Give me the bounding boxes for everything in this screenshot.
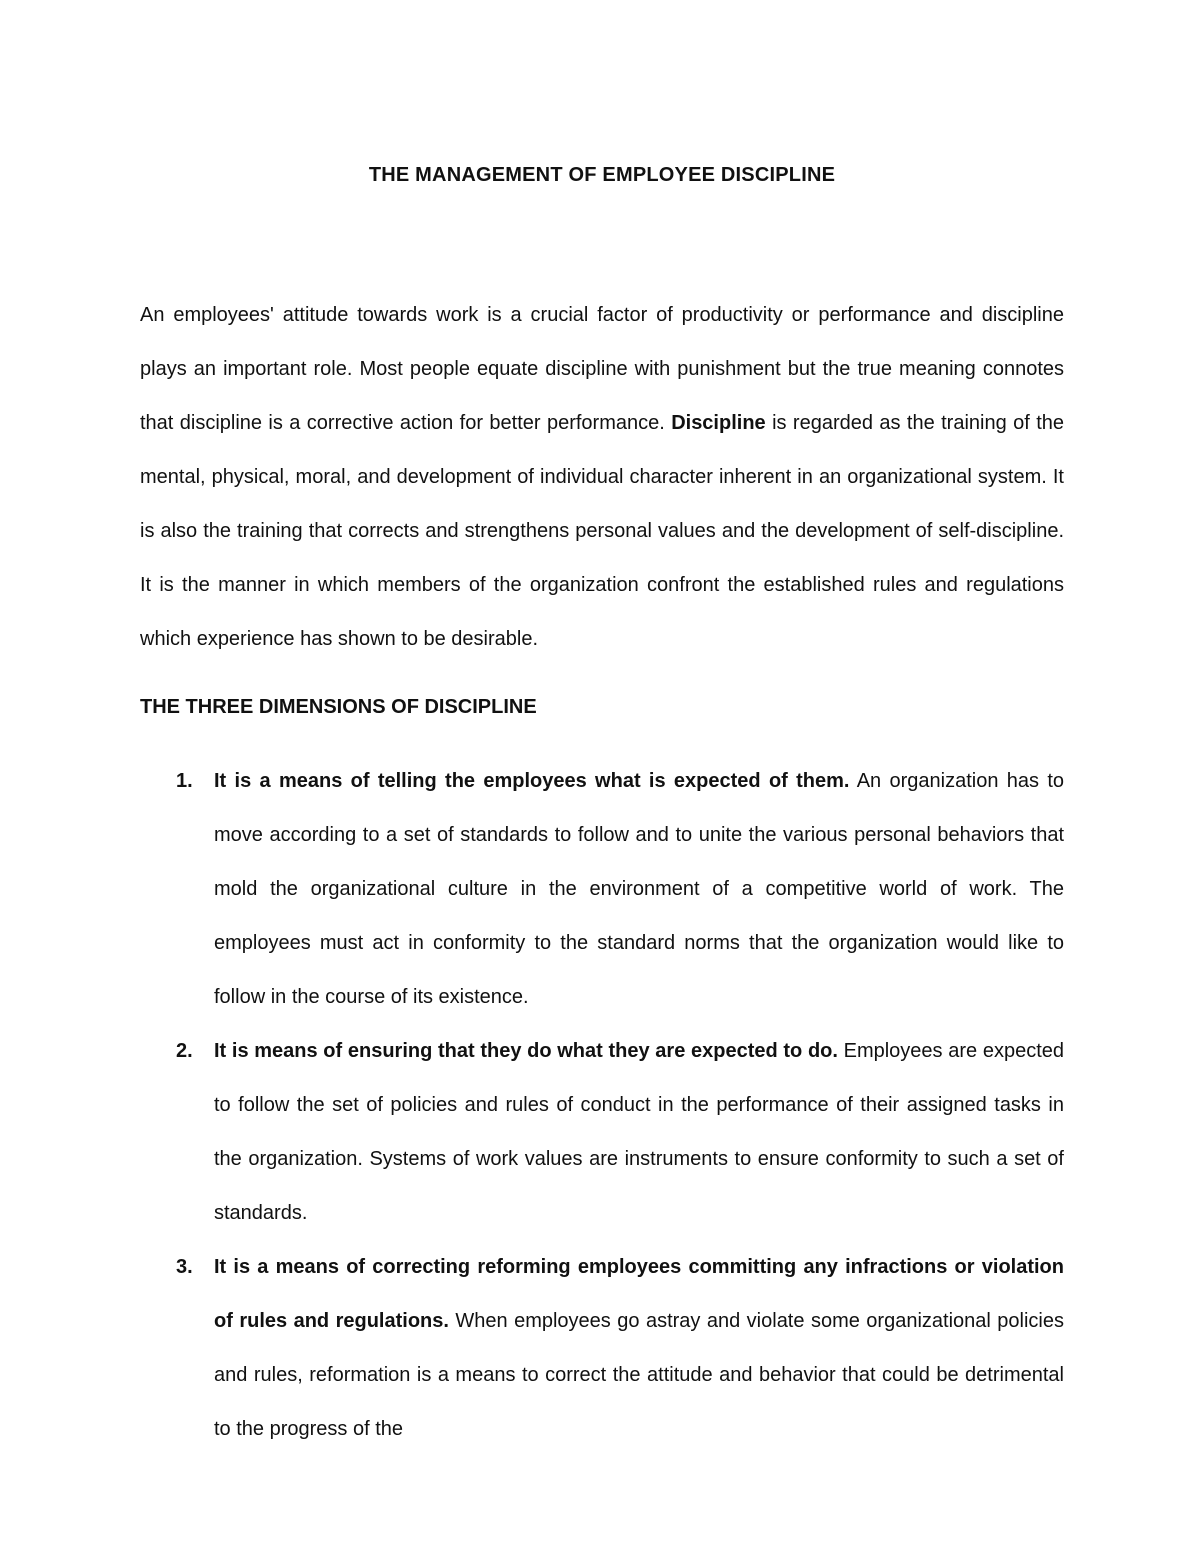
list-item-number: 1. bbox=[176, 770, 193, 792]
list-item-lead: It is a means of correcting reforming employees committing any infractions or violation of rules and regulations. bbox=[214, 1256, 1064, 1332]
list-item-text: An organization has to move according to a set of standards to follow and to unite the various personal behaviors that mold the organizational culture in the environment of a competitive world of work. The employees must act in conformity to the standard norms that the organization would like to follow in the course of its existence. bbox=[214, 770, 1064, 1008]
list-item-lead: It is means of ensuring that they do what they are expected to do. bbox=[214, 1040, 838, 1062]
list-item-number: 3. bbox=[176, 1256, 193, 1278]
intro-text-part2: is regarded as the training of the mental, physical, moral, and development of individual character inherent in an organizational system. It is also the training that corrects and strengthens personal values and the development of self-discipline. It is the manner in which members of the organization confront the established rules and regulations which experience has shown to be desirable. bbox=[140, 412, 1064, 650]
intro-text-part1: An employees' attitude towards work is a crucial factor of productivity or performance and discipline plays an important role. Most people equate discipline with punishment but the true meaning connotes that discipline is a corrective action for better performance. bbox=[140, 304, 1064, 434]
list-item-text: When employees go astray and violate some organizational policies and rules, reformation is a means to correct the attitude and behavior that could be detrimental to the progress of the bbox=[214, 1310, 1064, 1440]
list-item-text: Employees are expected to follow the set of policies and rules of conduct in the performance of their assigned tasks in the organization. Systems of work values are instruments to ensure conformity to such a set of standards. bbox=[214, 1040, 1064, 1224]
list-item bbox=[140, 754, 1064, 1024]
dimensions-list bbox=[140, 754, 1064, 1456]
list-item bbox=[140, 1240, 1064, 1456]
list-item-lead: It is a means of telling the employees what is expected of them. bbox=[214, 770, 850, 792]
section-heading: THE THREE DIMENSIONS OF DISCIPLINE bbox=[140, 696, 537, 718]
document-title: THE MANAGEMENT OF EMPLOYEE DISCIPLINE bbox=[368, 164, 836, 186]
intro-bold-term: Discipline bbox=[671, 412, 766, 434]
list-item-number: 2. bbox=[176, 1040, 193, 1062]
intro-paragraph bbox=[140, 288, 1064, 666]
list-item bbox=[140, 1024, 1064, 1240]
